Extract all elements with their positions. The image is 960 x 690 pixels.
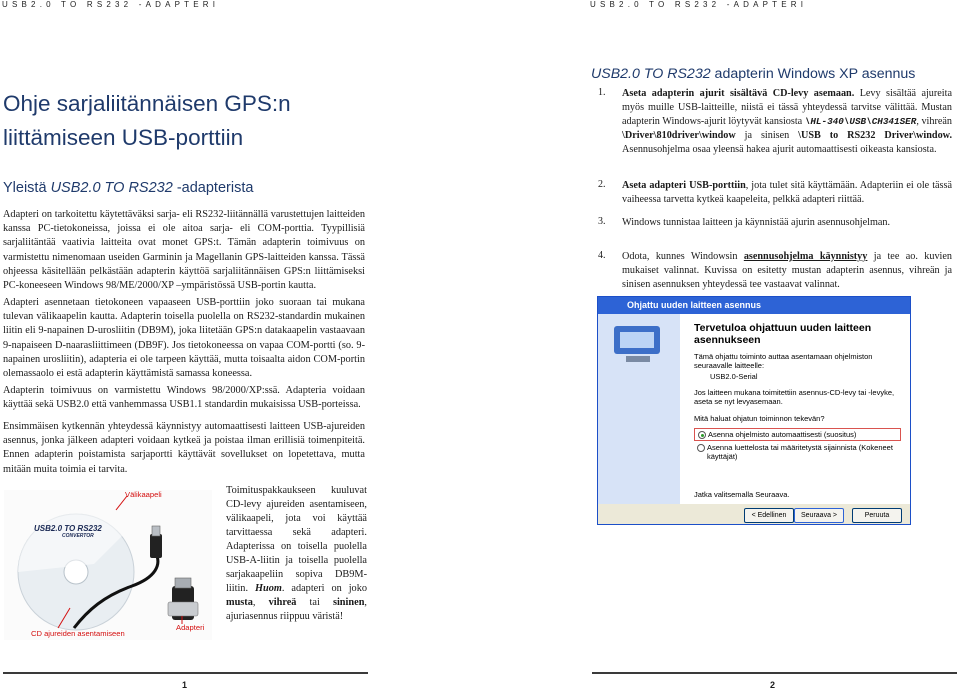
overview-heading	[3, 180, 363, 196]
page-number-right: 2	[770, 680, 776, 690]
step-4-text	[622, 250, 952, 292]
intro-paragraph: Adapteri on tarkoitettu käytettäväksi sarja- eli RS232-liitännällä varustettujen laitteiden kanssa PC-tietokoneissa, joissa ei ole aitoa sarja- eli COM-porttia. Tyypillisiä sarjaliitäntää vaativia laitteita ovat monet GPS:t. Tämän adapterin toimivuus on varmistettu nimenomaan useiden Garminin ja Magellanin GPS-laitteiden kanssa. Tässä ohjeessa käsitellään pelkästään adapterin käyttöä sarjaliitännäisen GPS:n liittämiseksi PC-koneeseen Windows 98/ME/2000/XP –ympäristössä USB-portin kautta.	[3, 209, 365, 292]
overview-heading-suffix: -adapterista	[176, 180, 254, 196]
wizard-insert-cd-text: Jos laitteen mukana toimitettiin asennus-CD-levy tai -levyke, aseta se nyt levyasemaan.	[694, 388, 895, 406]
step-4-emphasis: asennusohjelma käynnistyy	[743, 251, 868, 262]
option-manual-install[interactable]	[694, 442, 899, 461]
package-photo	[4, 490, 212, 640]
step-1-text-c: ja sinisen	[735, 130, 799, 141]
step-1-text	[622, 87, 952, 157]
step-2-number: 2.	[598, 179, 606, 190]
wizard-heading: Tervetuloa ohjattuun uuden laitteen asennukseen	[694, 322, 872, 346]
install-heading-product: USB2.0 TO RS232	[591, 66, 711, 82]
color-blue: sininen	[332, 597, 365, 608]
step-2-text	[622, 179, 952, 207]
step-4-number: 4.	[598, 250, 606, 261]
wizard-device-name: USB2.0-Serial	[710, 372, 758, 381]
color-black: musta	[226, 597, 253, 608]
wizard-panel	[598, 314, 910, 504]
install-heading	[591, 66, 960, 82]
install-heading-suffix: adapterin Windows XP asennus	[710, 66, 916, 82]
cd-brand	[34, 524, 102, 539]
step-3-number: 3.	[598, 216, 606, 227]
cancel-button[interactable]: Peruuta	[852, 508, 902, 523]
back-button[interactable]: < Edellinen	[744, 508, 794, 523]
step-1-number: 1.	[598, 87, 606, 98]
black-driver-path: \HL-340\USB\CH341SER	[804, 116, 917, 127]
color-green: vihreä	[268, 597, 297, 608]
step-1-text-d: Asennusohjelma osaa yleensä hakea ajurit automaattisesti oikeasta kansiosta.	[622, 144, 937, 155]
package-text-d: tai	[296, 597, 333, 608]
compatibility-paragraph: Adapterin toimivuus on varmistettu Windows 98/2000/XP:ssä. Adapteria voidaan käyttää sekä USB2.0 että vanhemmassa USB1.1 standardin mukaisissa USB-porteissa.	[3, 385, 365, 411]
package-contents-text	[226, 484, 367, 624]
running-header-right: USB2.0 TO RS232 -ADAPTERI	[590, 0, 808, 9]
cable-label: Välikaapeli	[125, 490, 162, 499]
option-auto-install-label: Asenna ohjelmisto automaattisesti (suositus)	[708, 430, 857, 439]
overview-heading-prefix: Yleistä	[3, 180, 47, 196]
step-1-text-b: , vihreän	[916, 116, 952, 127]
radio-auto-install[interactable]	[698, 431, 706, 439]
package-text-e: , ajuriasennus riippuu väristä!	[226, 597, 367, 622]
step-3-text: Windows tunnistaa laitteen ja käynnistää ajurin asennusohjelman.	[622, 217, 891, 228]
wizard-side-banner	[598, 314, 680, 504]
wizard-intro-text: Tämä ohjattu toiminto auttaa asentamaan ohjelmiston seuraavalle laitteelle:	[694, 352, 873, 370]
footer-rule-left	[3, 672, 368, 674]
cd-label: CD ajureiden asentamiseen	[31, 629, 125, 638]
package-note-label: Huom	[254, 583, 282, 594]
running-header-left: USB2.0 TO RS232 -ADAPTERI	[2, 0, 220, 9]
page-title-line2: liittämiseen USB-porttiin	[3, 125, 244, 150]
package-contents-main: Toimituspakkaukseen kuuluvat CD-levy ajureiden asentamiseen, välikaapeli, jota voi käyttää tarvittaessa sekä adapteri. Adapterissa on toisella puolella USB-A-liitin ja toisella puolella sarjakaapeliin sopiva DB9M-liitin.	[226, 485, 367, 594]
step-1-title: Aseta adapterin ajurit sisältävä CD-levy asemaan.	[622, 88, 855, 99]
page-number-left: 1	[182, 680, 188, 690]
wizard-title: Ohjattu uuden laitteen asennus	[627, 300, 762, 310]
wizard-titlebar	[598, 297, 910, 314]
first-connection-paragraph: Ensimmäisen kytkennän yhteydessä käynnistyy automaattisesti laitteen USB-ajureiden asennus, jonka jälkeen adapteri voidaan kytkeä ja poistaa ilman erillisiä toimenpiteitä. Ennen adapterin poistamista sarjaportti käyttävät sovellukset on lopetettava, mutta mitään muita toimia ei tarvita.	[3, 421, 365, 475]
step-2-title: Aseta adapteri USB-porttiin	[622, 180, 746, 191]
page-title-line1: Ohje sarjaliitännäisen GPS:n	[3, 91, 291, 116]
blue-driver-path: \USB to RS232 Driver\window.	[798, 130, 952, 141]
install-steps	[598, 87, 958, 290]
cd-brand-line1: USB2.0 TO RS232	[34, 524, 102, 533]
package-text-b: . adapteri on joko	[281, 583, 367, 594]
wizard-continue-text: Jatka valitsemalla Seuraava.	[694, 490, 790, 499]
connection-paragraph: Adapteri asennetaan tietokoneen vapaaseen USB-porttiin joko suoraan tai mukana tulevan välikaapelin kautta. Adapterin toisella puolella on RS232-standardin mukainen liitin eli 9-napainen D-urosliitin (DB9M), joka liitetään GPS:n datakaapelin vastaavaan 9-napaiseen D-naarasliittimeen (DB9F). Jos tietokoneessa on vapaa COM-portti (so. 9-napainen urosliitin), adapteria ei ole tarpeen käyttää, mutta toisaalta aidon COM-portin olemassaolo ei estä adapterin käyttämistä samassa koneessa.	[3, 297, 365, 380]
package-text-c: ,	[252, 597, 269, 608]
next-button[interactable]: Seuraava >	[794, 508, 844, 523]
radio-manual-install[interactable]	[697, 444, 705, 452]
cd-brand-line2: CONVERTOR	[62, 533, 94, 539]
step-4-text-b: ja tee ao. kuvien mukaiset valinnat. Kuvissa on esitetty mustan adapterin asennus, vihreän ja sinisen asennuksen yhteydessä tee vastaavat valinnat.	[622, 251, 952, 290]
step-1-text-a: Levy sisältää ajureita myös muille USB-laitteille, niistä ei tässä yhteydessä tarvitse välittää. Mustan adapterin Windows-ajurit löytyvät kansiosta	[622, 88, 952, 127]
option-manual-install-label: Asenna luettelosta tai määritetystä sijainnista (Kokeneet käyttäjät)	[707, 443, 893, 461]
wizard-question: Mitä haluat ohjatun toiminnon tekevän?	[694, 414, 825, 423]
hardware-wizard-icon	[598, 314, 680, 504]
step-4-text-a: Odota, kunnes Windowsin	[622, 251, 744, 262]
adapter-label: Adapteri	[176, 623, 205, 632]
package-photo-drawing	[4, 490, 212, 640]
footer-rule-right	[592, 672, 957, 674]
green-driver-path: \Driver\810driver\window	[622, 130, 736, 141]
overview-heading-product: USB2.0 TO RS232	[50, 180, 173, 196]
option-auto-install[interactable]	[694, 428, 901, 441]
page-title	[3, 87, 333, 155]
step-2-text-a: , jota tulet sitä käyttämään. Adapteriin ei ole tässä vaiheessa tarvetta kytkeä kaapeleita, pelkkä adapteri riittää.	[622, 180, 953, 205]
found-new-hardware-wizard	[597, 296, 911, 525]
